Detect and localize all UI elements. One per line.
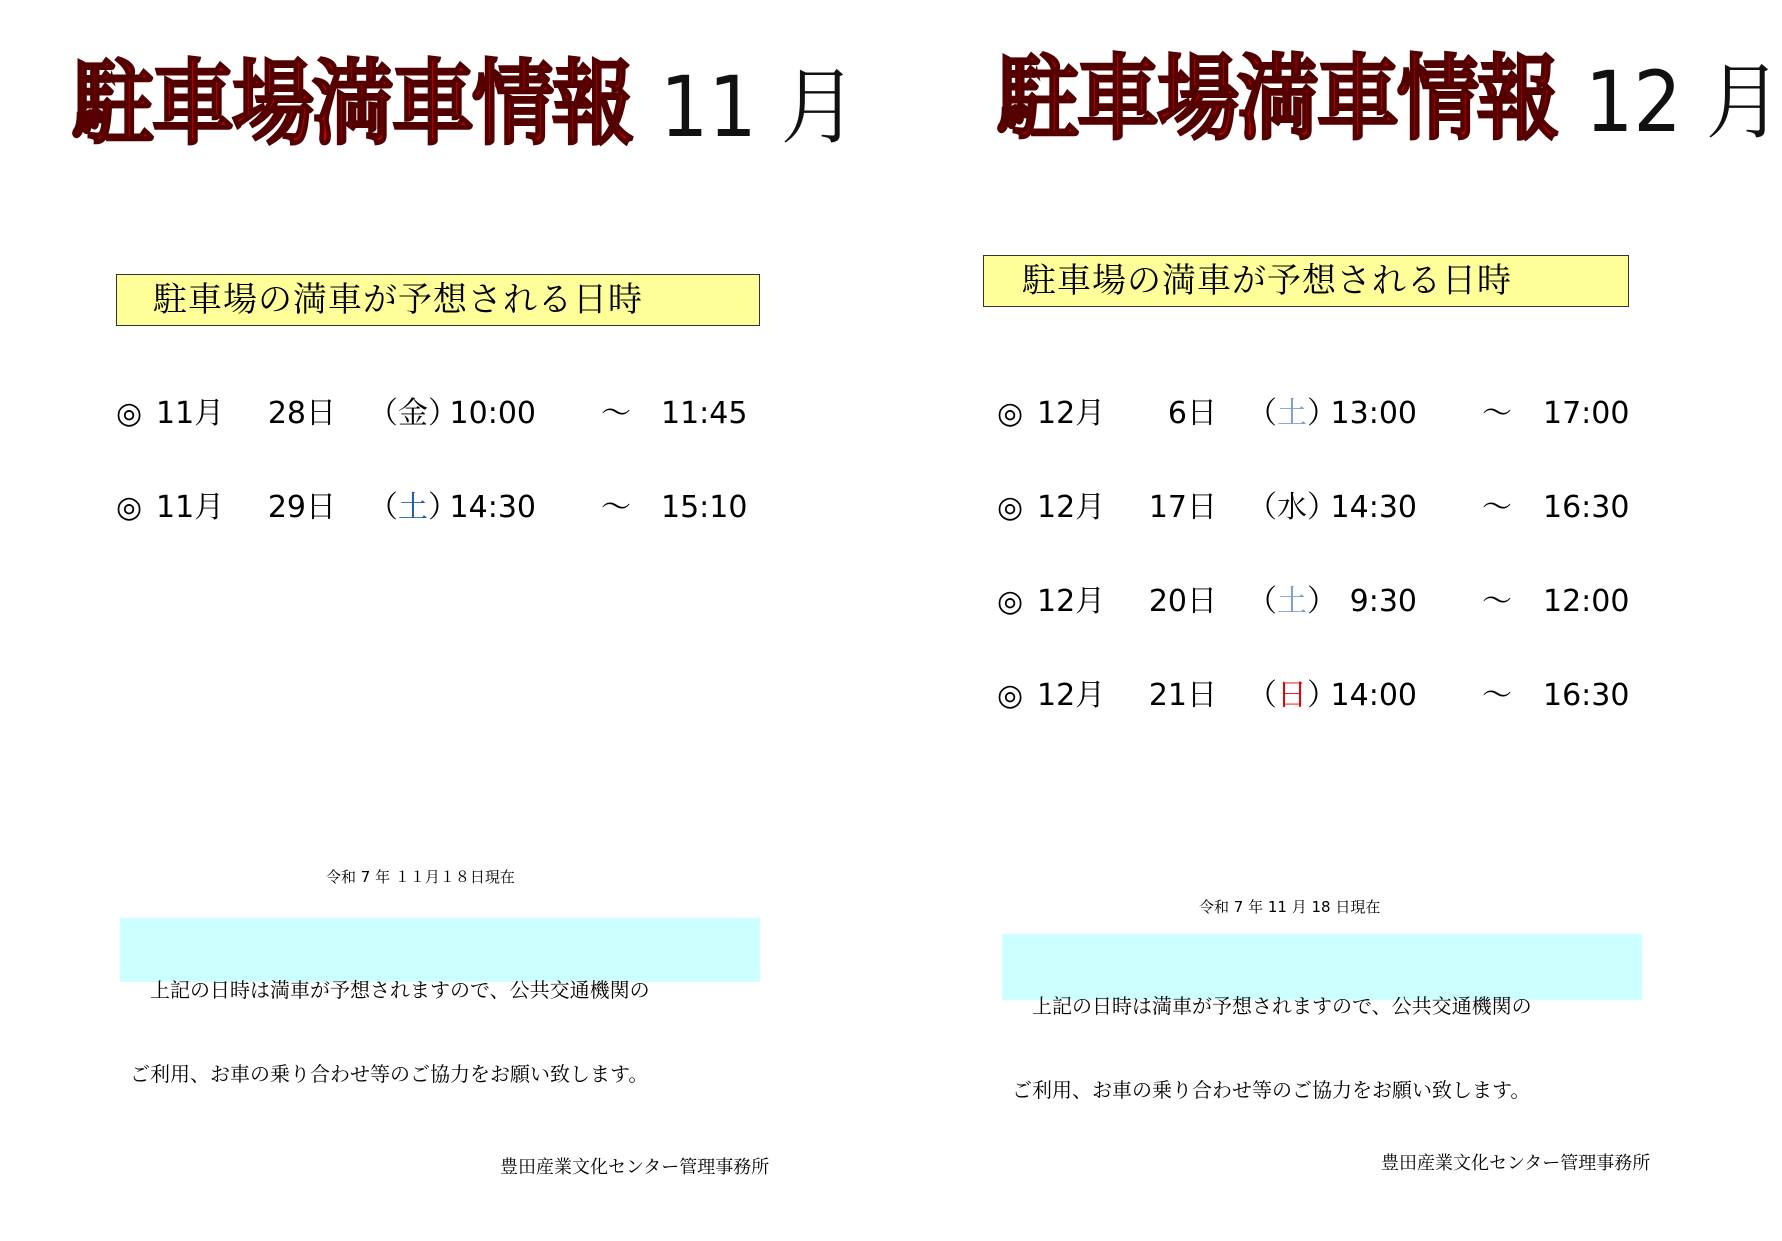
schedule-month: 12月 [1037, 396, 1106, 431]
weekday-char-saturday: 土 [398, 490, 428, 525]
schedule-day: 29日 [267, 490, 336, 525]
schedule-weekday: （土） [1247, 584, 1337, 619]
schedule-row [997, 488, 1677, 528]
schedule-weekday: （日） [1247, 678, 1337, 713]
schedule-start-time: 14:00 [1330, 678, 1417, 713]
notice-box [1002, 934, 1642, 1102]
as-of-date: 令和 7 年 11 月 18 日現在 [1199, 898, 1381, 916]
notice-box [120, 918, 760, 1086]
schedule-start-time: 10:00 [449, 396, 536, 431]
as-of-date: 令和 7 年 １１月１８日現在 [326, 868, 515, 886]
bullet-mark: ◎ [997, 396, 1024, 431]
notice-line-2: ご利用、お車の乗り合わせ等のご協力をお願い致します。 [130, 1062, 649, 1086]
panel-december [877, 0, 1782, 1241]
schedule-tilde: ～ [601, 396, 631, 431]
schedule-end-time: 12:00 [1543, 584, 1630, 619]
schedule-start-time: 13:00 [1330, 396, 1417, 431]
schedule-end-time: 15:10 [661, 490, 748, 525]
schedule-tilde: ～ [1482, 396, 1512, 431]
schedule-end-time: 16:30 [1543, 490, 1630, 525]
schedule-weekday: （土） [368, 490, 458, 525]
panel-november [0, 0, 877, 1241]
title-text: 駐車場満車情報 [997, 45, 1558, 153]
schedule-day: 20日 [1148, 584, 1217, 619]
bullet-mark: ◎ [116, 396, 143, 431]
schedule-start-time: 14:30 [449, 490, 536, 525]
notice-line-1: 上記の日時は満車が予想されますので、公共交通機関の [1012, 994, 1532, 1018]
weekday-char-saturday: 土 [1277, 396, 1307, 431]
schedule-day: 17日 [1148, 490, 1217, 525]
office-name: 豊田産業文化センター管理事務所 [500, 1157, 770, 1178]
schedule-end-time: 16:30 [1543, 678, 1630, 713]
schedule-end-time: 11:45 [661, 396, 748, 431]
weekday-char: 水 [1277, 490, 1307, 525]
weekday-char-saturday: 土 [1277, 584, 1307, 619]
schedule-row [997, 582, 1677, 622]
office-name: 豊田産業文化センター管理事務所 [1381, 1153, 1651, 1174]
schedule-tilde: ～ [1482, 678, 1512, 713]
schedule-month: 12月 [1037, 584, 1106, 619]
title-november [72, 50, 857, 158]
title-month: 11 月 [660, 57, 857, 156]
weekday-char: 金 [398, 396, 428, 431]
notice-line-2: ご利用、お車の乗り合わせ等のご協力をお願い致します。 [1012, 1078, 1531, 1102]
title-text: 駐車場満車情報 [72, 50, 633, 158]
notice-line-1: 上記の日時は満車が予想されますので、公共交通機関の [130, 978, 650, 1002]
schedule-weekday: （土） [1247, 396, 1337, 431]
title-december [997, 45, 1782, 153]
schedule-tilde: ～ [601, 490, 631, 525]
schedule-start-time: 9:30 [1349, 584, 1417, 619]
schedule-start-time: 14:30 [1330, 490, 1417, 525]
bullet-mark: ◎ [997, 584, 1024, 619]
title-month: 12 月 [1585, 52, 1782, 151]
schedule-day: 28日 [267, 396, 336, 431]
weekday-char-sunday: 日 [1277, 678, 1307, 713]
schedule-row [116, 394, 776, 434]
schedule-weekday: （水） [1247, 490, 1337, 525]
heading-box [983, 255, 1629, 307]
bullet-mark: ◎ [116, 490, 143, 525]
schedule-row [997, 676, 1677, 716]
heading-box [116, 274, 760, 326]
schedule-tilde: ～ [1482, 584, 1512, 619]
schedule-month: 11月 [156, 490, 225, 525]
schedule-day: 21日 [1148, 678, 1217, 713]
heading-text: 駐車場の満車が予想される日時 [153, 280, 643, 320]
schedule-end-time: 17:00 [1543, 396, 1630, 431]
bullet-mark: ◎ [997, 678, 1024, 713]
schedule-month: 11月 [156, 396, 225, 431]
schedule-weekday: （金） [368, 396, 458, 431]
schedule-day: 6日 [1167, 396, 1217, 431]
schedule-row [116, 488, 776, 528]
schedule-month: 12月 [1037, 490, 1106, 525]
heading-text: 駐車場の満車が予想される日時 [1022, 261, 1512, 301]
schedule-tilde: ～ [1482, 490, 1512, 525]
bullet-mark: ◎ [997, 490, 1024, 525]
schedule-row [997, 394, 1677, 434]
schedule-month: 12月 [1037, 678, 1106, 713]
